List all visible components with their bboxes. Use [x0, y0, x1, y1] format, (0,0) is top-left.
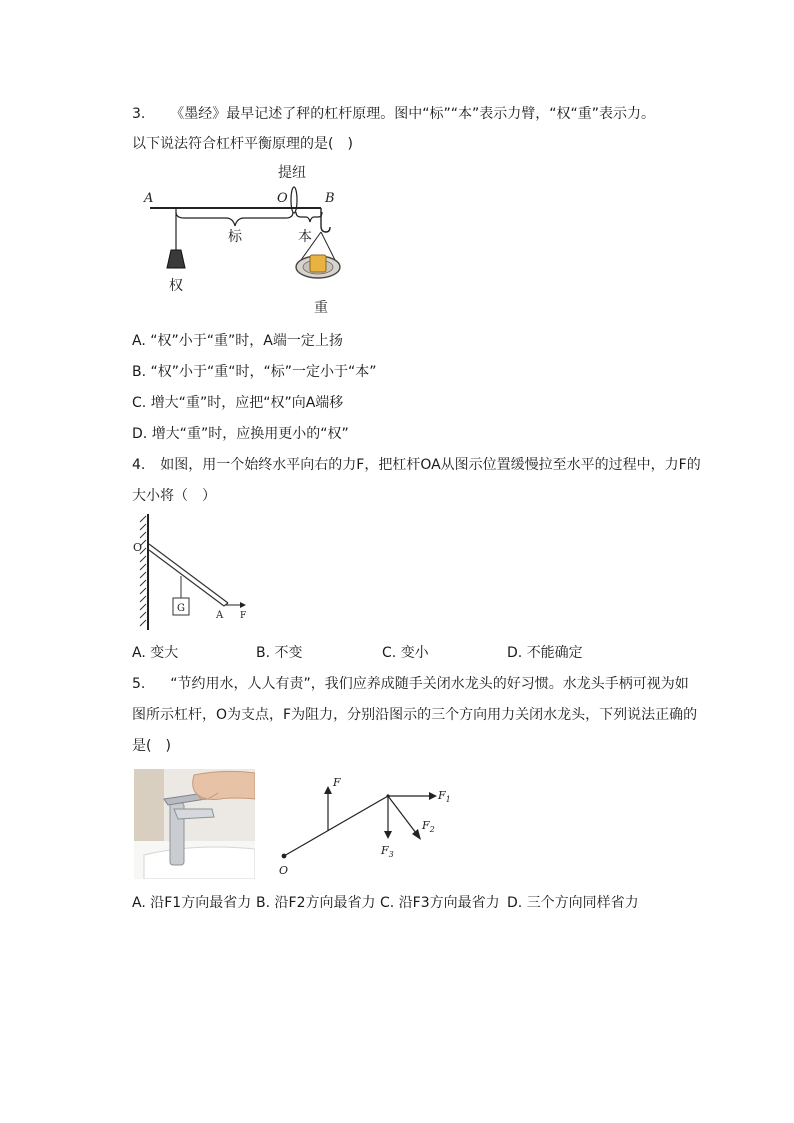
q4-number: 4. [132, 457, 146, 473]
goods [310, 255, 326, 272]
label-tizhu: 提纽 [278, 165, 306, 181]
q4-option-c[interactable]: C. 变小 [382, 645, 429, 661]
steelyard-figure [138, 160, 348, 320]
q3-stem-text-1: 《墨经》最早记述了秤的杠杆原理。图中“标”“本”表示力臂，“权“重”表示力。 [170, 106, 656, 122]
q5-option-b[interactable]: B. 沿F2方向最省力 [256, 895, 376, 911]
q5-option-a[interactable]: A. 沿F1方向最省力 [132, 895, 252, 911]
brace-biao [176, 212, 293, 226]
pivot-O [282, 854, 287, 859]
q3-option-a[interactable]: A. “权”小于“重”时，A端一定上扬 [132, 333, 343, 349]
q5-stem-line2: 图所示杠杆，O为支点，F为阻力，分别沿图示的三个方向用力关闭水龙头，下列说法正确的 [132, 707, 698, 723]
label-F2: $F_2$ [422, 819, 435, 834]
q5-stem-line3: 是( ) [132, 738, 171, 754]
label-B: B [325, 191, 335, 206]
label-O: O [277, 191, 288, 206]
q5-option-d[interactable]: D. 三个方向同样省力 [507, 895, 639, 911]
label-O-wall: O [133, 541, 143, 554]
lever-line [284, 796, 388, 856]
counterweight [167, 250, 185, 268]
q3-stem-line2: 以下说法符合杠杆平衡原理的是( ) [132, 136, 353, 152]
label-F3: $F_3$ [381, 844, 394, 859]
q4-option-a[interactable]: A. 变大 [132, 645, 179, 661]
rod-OA-top [149, 544, 228, 603]
q5-stem-line1 [132, 674, 689, 694]
wall-hatching [140, 516, 146, 626]
q5-number: 5. [132, 676, 146, 692]
brace-ben [296, 212, 322, 222]
q3-number: 3. [132, 106, 146, 122]
label-F1: $F_1$ [438, 789, 451, 804]
label-biao: 标 [228, 229, 242, 245]
q3-option-d[interactable]: D. 增大“重”时，应换用更小的“权” [132, 426, 349, 442]
hook [321, 208, 330, 232]
label-quan: 权 [169, 278, 183, 294]
q4-stem-text-1: 如图，用一个始终水平向右的力F，把杠杆OA从图示位置缓慢拉至水平的过程中，力F的 [160, 457, 701, 473]
q3-stem-line1 [132, 104, 655, 124]
q5-stem-text-1: “节约用水，人人有责”，我们应养成随手关闭水龙头的好习惯。水龙头手柄可视为如 [170, 676, 689, 692]
lifting-cord [291, 187, 297, 213]
q4-option-d[interactable]: D. 不能确定 [507, 645, 583, 661]
q5-option-c[interactable]: C. 沿F3方向最省力 [380, 895, 500, 911]
q4-stem-line1 [132, 455, 701, 475]
force-F2 [388, 796, 416, 833]
label-ben: 本 [298, 229, 312, 245]
label-A-rod: A [216, 610, 224, 621]
label-F-rod: F [240, 611, 247, 621]
q3-option-c[interactable]: C. 增大“重”时，应把“权”向A端移 [132, 395, 344, 411]
lever-wall-figure [128, 514, 258, 632]
label-F-lever: F [333, 776, 341, 789]
q3-option-b[interactable]: B. “权”小于“重“时，“标”一定小于“本” [132, 364, 377, 380]
q4-option-b[interactable]: B. 不变 [256, 645, 303, 661]
label-G: G [177, 603, 185, 614]
faucet-lever-diagram [272, 770, 462, 882]
faucet-photo [134, 769, 255, 879]
label-O-lever: O [279, 864, 289, 877]
label-A: A [144, 191, 154, 206]
q4-stem-line2: 大小将（ ） [132, 488, 216, 504]
label-zhong: 重 [314, 300, 328, 316]
